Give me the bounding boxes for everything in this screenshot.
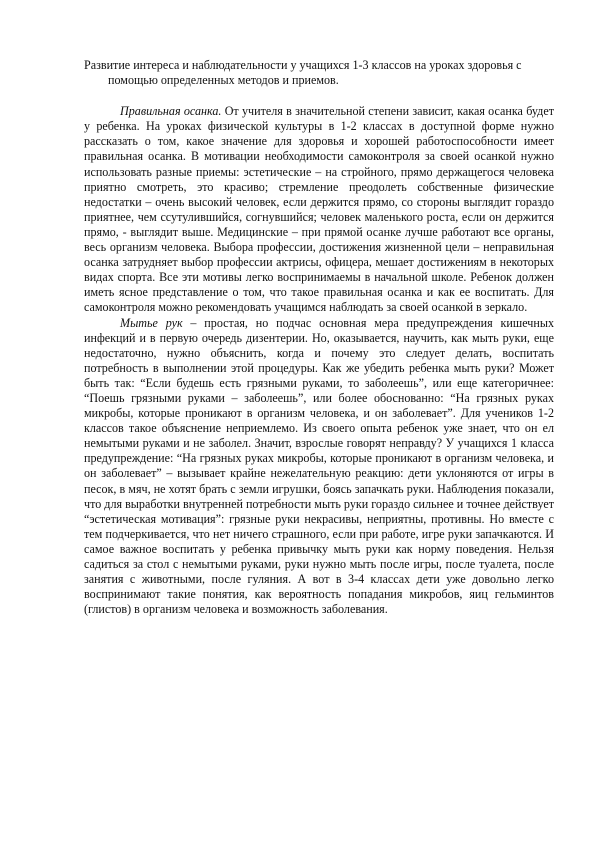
paragraph-posture: [84, 104, 554, 315]
document-body: [84, 58, 554, 617]
paragraph-handwashing-term: Мытье рук: [120, 315, 183, 330]
paragraph-handwashing-text: – простая, но подчас основная мера предупреждения кишечных инфекций и в первую очередь дизентерии. Но, оказывается, научить, как мыть руки, еще недостаточно, нужно объяснить, когда и почему это следует делать, воспитать потребность в выполнении этой процедуры. Как же убедить ребенка мыть руки? Может быть так: “Если будешь есть грязными руками, то заболеешь”, или еще категоричнее: “Поешь грязными руками – заболеешь”, или более обоснованно: “На грязных руках микробы, которые проникают в организм человека, и он заболевает”. Для учеников 1-2 классов такое объяснение неприемлемо. Из своего опыта ребенок уже знает, что он ел немытыми руками и не заболел. Значит, взрослые говорят неправду? У учащихся 1 класса предупреждение: “На грязных руках микробы, которые проникают в организм человека, и он заболевает” – вызывает крайне нежелательную реакцию: дети уклоняются от игры в песок, в мяч, не хотят брать с земли игрушки, боясь запачкать руки. Наблюдения показали, что для выработки внутренней потребности мыть руки гораздо сильнее и точнее действует “эстетическая мотивация”: грязные руки некрасивы, неприятны, противны. Но вместе с тем подчеркивается, что нет ничего страшного, если при работе, игре руки запачкаются. И самое важное воспитать у ребенка привычку мыть руки как норму поведения. Нельзя садиться за стол с немытыми руками, руки нужно мыть после игры, после туалета, после занятия с животными, после гуляния. А вот в 3-4 классах дети уже довольно легко воспринимают такие понятия, как вероятность попадания микробов, яиц гельминтов (глистов) в организм человека и возможность заболевания.: [84, 315, 554, 617]
paragraph-handwashing: [84, 316, 554, 618]
title-spacing: [84, 88, 554, 104]
document-title: Развитие интереса и наблюдательности у учащихся 1-3 классов на уроках здоровья с помощью определенных методов и приемов.: [84, 58, 522, 88]
paragraph-posture-term: Правильная осанка.: [120, 104, 222, 119]
paragraph-posture-text: От учителя в значительной степени зависит, какая осанка будет у ребенка. На уроках физической культуры в 1-2 классах в доступной форме нужно рассказать о том, какое значение для здоровья и хорошей работоспособности имеет правильная осанка. В мотивации необходимости самоконтроля за своей осанкой нужно использовать разные приемы: эстетические – на стройного, прямо держащегося человека приятно смотреть, это красиво; стремление преодолеть собственные физические недостатки – очень высокий человек, если держится прямо, со стороны выглядит гораздо приятнее, чем ссутулившийся, согнувшийся; человек маленького роста, если он держится прямо, - выглядит выше. Медицинские – при прямой осанке лучше работают все органы, весь организм человека. Выбора профессии, достижения жизненной цели – неправильная осанка затрудняет выбор профессии актрисы, офицера, мешает достижениям в некоторых видах спорта. Все эти мотивы легко воспринимаемы в начальной школе. Ребенок должен иметь ясное представление о том, что такое правильная осанка и как ее воспитать. Для самоконтроля можно рекомендовать учащимся наблюдать за своей осанкой в зеркало.: [84, 104, 554, 315]
